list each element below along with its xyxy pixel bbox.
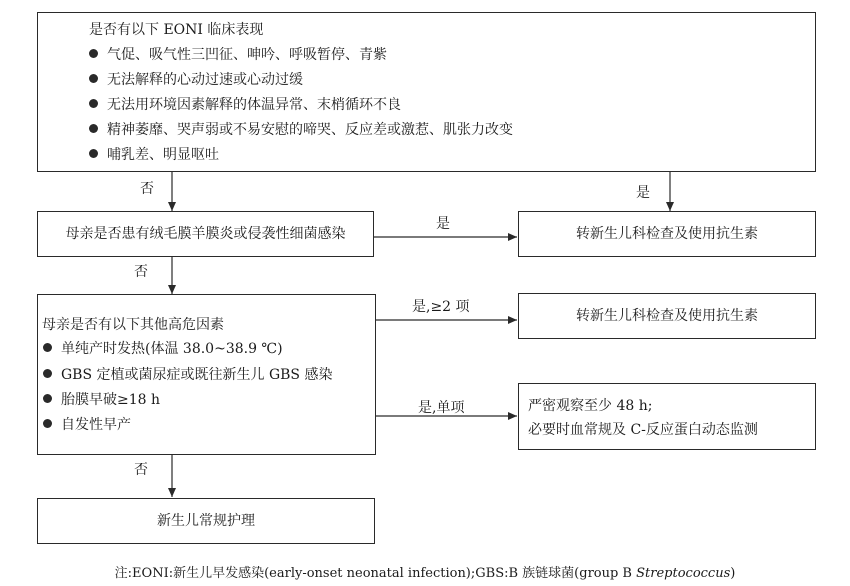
bullet-icon <box>43 419 52 428</box>
bullet-icon <box>89 124 98 133</box>
footnote <box>0 565 850 583</box>
footnote-prefix: 注:EONI:新生儿早发感染(early-onset neonatal infection);GBS:B 族链球菌(group B <box>114 566 637 581</box>
footnote-suffix: ) <box>730 566 736 581</box>
bullet-icon <box>89 99 98 108</box>
maternal-infection-text: 母亲是否患有绒毛膜羊膜炎或侵袭性细菌感染 <box>65 226 346 242</box>
eoni-sign-item: 精神萎靡、哭声弱或不易安慰的啼哭、反应差或激惹、肌张力改变 <box>89 121 513 139</box>
eoni-signs-title: 是否有以下 EONI 临床表现 <box>89 22 264 38</box>
risk-factor-item: 单纯产时发热(体温 38.0~38.9 ℃) <box>43 340 283 358</box>
bullet-icon <box>89 74 98 83</box>
antibiotic-box-1 <box>518 211 816 257</box>
label-mother-yes: 是 <box>436 216 450 232</box>
label-risk-no: 否 <box>134 462 148 478</box>
bullet-icon <box>43 369 52 378</box>
label-top-yes: 是 <box>636 185 650 201</box>
eoni-sign-item: 气促、吸气性三凹征、呻吟、呼吸暂停、青紫 <box>89 46 387 64</box>
eoni-signs-box <box>37 12 816 172</box>
risk-factor-item: 胎膜早破≥18 h <box>43 391 160 409</box>
routine-care-text: 新生儿常规护理 <box>157 513 255 529</box>
observation-line-2: 必要时血常规及 C-反应蛋白动态监测 <box>528 422 758 438</box>
antibiotic-text-1: 转新生儿科检查及使用抗生素 <box>576 226 758 242</box>
antibiotic-text-2: 转新生儿科检查及使用抗生素 <box>576 308 758 324</box>
bullet-icon <box>89 49 98 58</box>
risk-factors-title: 母亲是否有以下其他高危因素 <box>42 317 224 333</box>
eoni-sign-item: 哺乳差、明显呕吐 <box>89 146 219 164</box>
risk-factor-item: GBS 定植或菌尿症或既往新生儿 GBS 感染 <box>43 366 332 384</box>
bullet-icon <box>43 343 52 352</box>
risk-factor-item: 自发性早产 <box>43 416 131 434</box>
label-risk-single: 是,单项 <box>418 400 465 416</box>
label-mother-no: 否 <box>134 264 148 280</box>
eoni-sign-item: 无法用环境因素解释的体温异常、末梢循环不良 <box>89 96 401 114</box>
eoni-sign-item: 无法解释的心动过速或心动过缓 <box>89 71 303 89</box>
observation-box <box>518 383 816 450</box>
routine-care-box <box>37 498 375 544</box>
maternal-infection-box <box>37 211 374 257</box>
risk-factors-box <box>37 294 376 455</box>
label-top-no: 否 <box>140 181 154 197</box>
label-risk-multi: 是,≥2 项 <box>412 299 470 315</box>
antibiotic-box-2 <box>518 293 816 339</box>
observation-line-1: 严密观察至少 48 h; <box>528 398 653 414</box>
bullet-icon <box>89 149 98 158</box>
footnote-italic: Streptococcus <box>636 566 731 581</box>
bullet-icon <box>43 394 52 403</box>
